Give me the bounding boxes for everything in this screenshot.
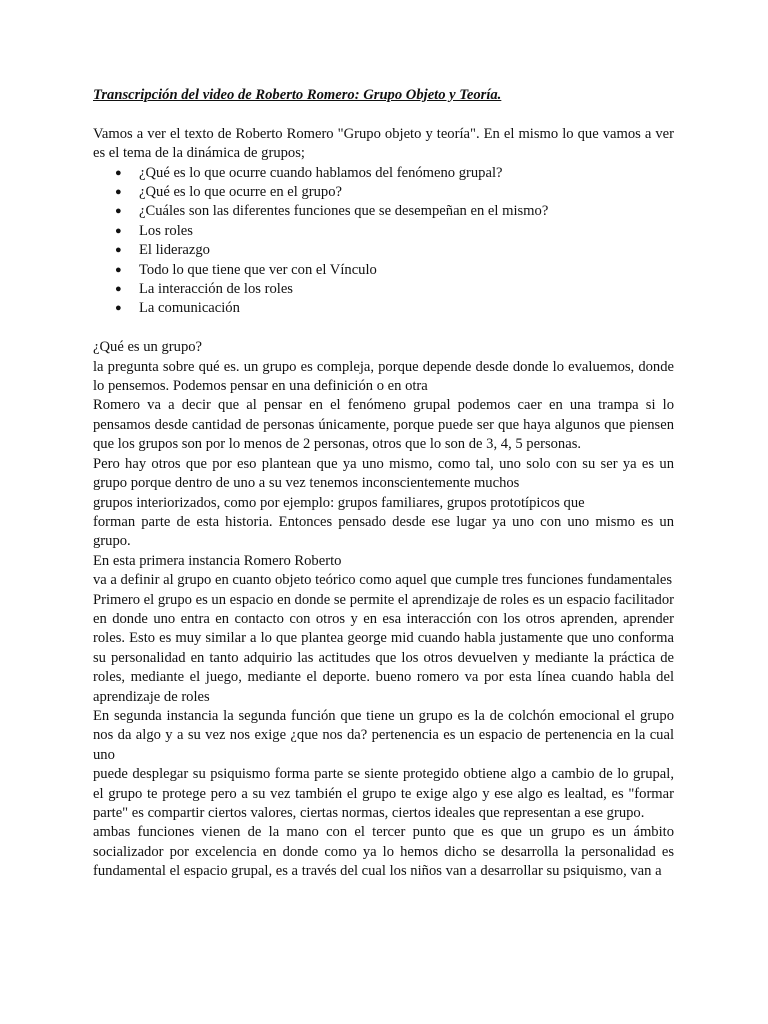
document-title: Transcripción del video de Roberto Romero: Grupo Objeto y Teoría.: [93, 87, 502, 103]
topic-item: [93, 222, 674, 241]
bullet-icon: ●: [115, 302, 122, 315]
body-paragraph: ambas funciones vienen de la mano con el tercer punto que es que un grupo es un ámbito socializador por excelencia en donde como ya lo hemos dicho se desarrolla la personalidad es fundamental el espacio grupal, es a través del cual los niños van a desarrollar su psiquismo, van a: [93, 824, 674, 880]
topic-text: Todo lo que tiene que ver con el Vínculo: [139, 261, 377, 278]
body-paragraph: puede desplegar su psiquismo forma parte se siente protegido obtiene algo a cambio de lo grupal, el grupo te protege pero a su vez también el grupo te exige algo y ese algo es lealtad, es "formar parte" es compartir ciertos valores, ciertas normas, ciertos ideales que representan a ese grupo.: [93, 766, 674, 821]
bullet-icon: ●: [115, 283, 122, 296]
body-paragraph: En esta primera instancia Romero Roberto: [93, 552, 342, 569]
topic-item: [93, 280, 674, 299]
topic-item: [93, 202, 674, 221]
topic-item: [93, 183, 674, 202]
body-paragraph: En segunda instancia la segunda función que tiene un grupo es la de colchón emocional el grupo nos da algo y a su vez nos exige ¿que nos da? pertenencia es un espacio de pertenencia en la cual uno: [93, 707, 674, 763]
topic-text: ¿Cuáles son las diferentes funciones que se desempeñan en el mismo?: [139, 203, 549, 220]
topic-text: El liderazgo: [139, 242, 210, 259]
topic-text: La interacción de los roles: [139, 281, 293, 298]
body-paragraph: grupos interiorizados, como por ejemplo: grupos familiares, grupos prototípicos que: [93, 494, 585, 511]
topic-item: [93, 261, 674, 280]
topic-text: Los roles: [139, 222, 193, 239]
topic-text: ¿Qué es lo que ocurre cuando hablamos del fenómeno grupal?: [139, 164, 503, 181]
bullet-icon: ●: [115, 205, 122, 218]
intro-paragraph: Vamos a ver el texto de Roberto Romero "Grupo objeto y teoría". En el mismo lo que vamos a ver es el tema de la dinámica de grupos;: [93, 125, 674, 162]
topic-item: [93, 299, 674, 318]
topic-text: ¿Qué es lo que ocurre en el grupo?: [139, 184, 343, 201]
body-paragraph: forman parte de esta historia. Entonces pensado desde ese lugar ya uno con uno mismo es un grupo.: [93, 513, 674, 550]
body-paragraph: Primero el grupo es un espacio en donde se permite el aprendizaje de roles es un espacio facilitador en donde uno entra en contacto con otros y en esa interacción con los otros aprenden, aprender roles. Esto es muy similar a lo que plantea george mid cuando habla justamente que uno conforma su personalidad en tanto adquirio las actitudes que los otros devuelven y mediante la práctica de roles, mediante el juego, mediante el deporte. bueno romero va por esta línea cuando habla del aprendizaje de roles: [93, 591, 674, 705]
section-heading-que-es-un-grupo: ¿Qué es un grupo?: [93, 339, 203, 356]
body-paragraph: Pero hay otros que por eso plantean que ya uno mismo, como tal, uno solo con su ser ya es un grupo porque dentro de uno a su vez tenemos inconscientemente muchos: [93, 455, 674, 492]
bullet-icon: ●: [115, 166, 122, 179]
body-paragraph: la pregunta sobre qué es. un grupo es compleja, porque depende desde donde lo evaluemos, donde lo pensemos. Podemos pensar en una definición o en otra: [93, 358, 674, 395]
topic-item: [93, 241, 674, 260]
bullet-icon: ●: [115, 224, 122, 237]
topic-item: [93, 164, 674, 183]
bullet-icon: ●: [115, 263, 122, 276]
body-paragraph: Romero va a decir que al pensar en el fenómeno grupal podemos caer en una trampa si lo pensamos desde cantidad de personas únicamente, porque puede ser que haya algunos que piensen que los grupos son por lo menos de 2 personas, otros que lo son de 3, 4, 5 personas.: [93, 397, 674, 453]
body-paragraph: va a definir al grupo en cuanto objeto teórico como aquel que cumple tres funciones fundamentales: [93, 572, 673, 589]
bullet-icon: ●: [115, 244, 122, 257]
bullet-icon: ●: [115, 186, 122, 199]
topic-list: [93, 164, 674, 319]
topic-text: La comunicación: [139, 300, 240, 317]
document-page: [93, 86, 674, 882]
